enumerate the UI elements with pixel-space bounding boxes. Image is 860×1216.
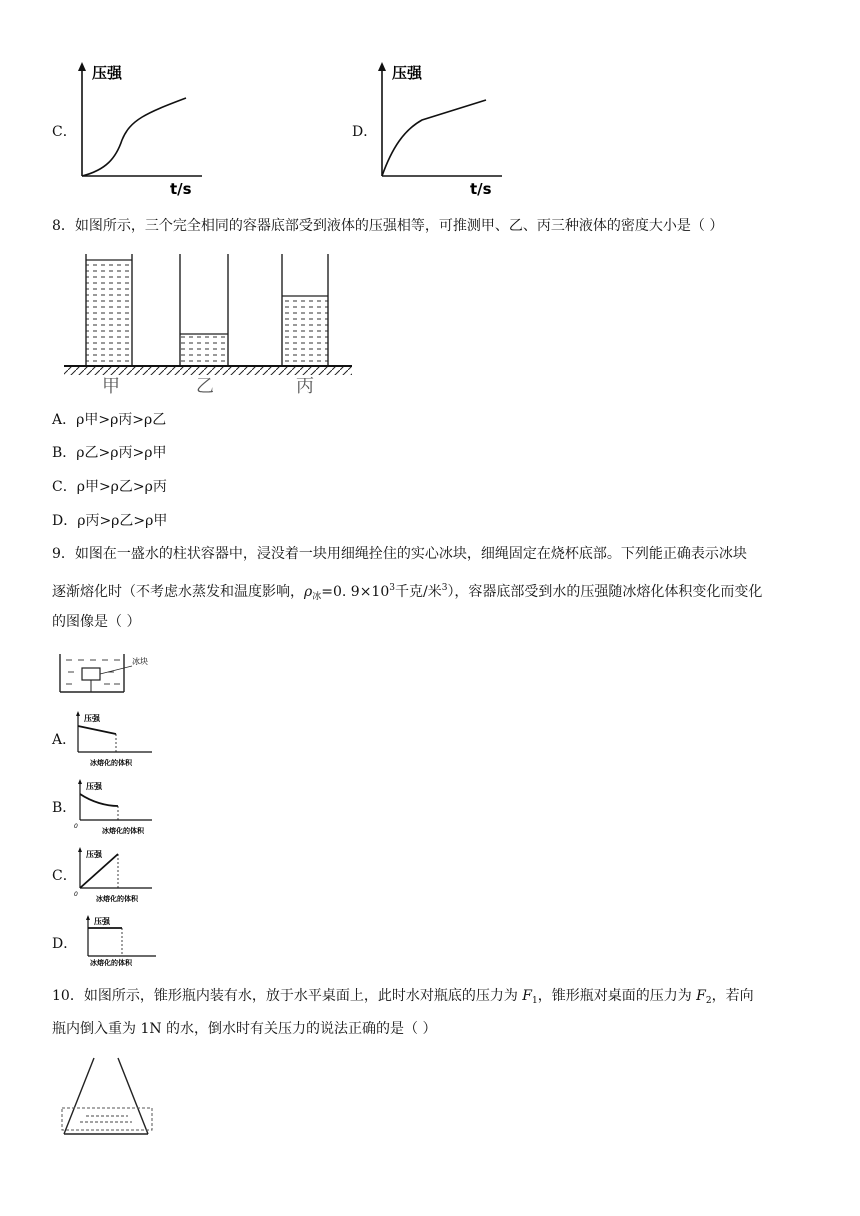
- q10-stem-line1: 10．如图所示，锥形瓶内装有水，放于水平桌面上，此时水对瓶底的压力为 $F_1$，锥形瓶对桌面的压力为 $F_2$，若向: [52, 988, 754, 1006]
- q8-option-a[interactable]: A．ρ甲>ρ丙>ρ乙: [52, 412, 167, 428]
- q10-stem-line2: 瓶内倒入重为 1N 的水，倒水时有关压力的说法正确的是（ ）: [52, 1021, 437, 1037]
- ground-hatch: [64, 367, 352, 375]
- svg-text:压强: 压强: [86, 850, 102, 859]
- q9-graph-b: [72, 778, 162, 838]
- svg-text:冰熔化的体积: 冰熔化的体积: [102, 827, 144, 835]
- curve-d: [382, 100, 486, 176]
- q8-option-d[interactable]: D．ρ丙>ρ乙>ρ甲: [52, 513, 168, 529]
- svg-text:冰熔化的体积: 冰熔化的体积: [90, 759, 132, 767]
- graph-d-ylabel: 压强: [392, 64, 423, 82]
- label-bing: 丙: [296, 376, 314, 397]
- svg-text:0: 0: [74, 823, 78, 830]
- label-yi: 乙: [196, 376, 214, 397]
- svg-text:冰熔化的体积: 冰熔化的体积: [96, 895, 138, 903]
- graph-d-xlabel: t/s: [470, 180, 492, 198]
- q9-option-c-label[interactable]: C．: [52, 868, 77, 884]
- q9-option-a-label[interactable]: A．: [52, 732, 77, 748]
- q8-stem: 8．如图所示，三个完全相同的容器底部受到液体的压强相等，可推测甲、乙、丙三种液体的密度大小是（ ）: [52, 218, 724, 234]
- container-bing: [282, 254, 328, 366]
- container-jia: [86, 254, 132, 366]
- q9-graph-a: [72, 710, 162, 770]
- q9-ice-figure: [56, 650, 166, 700]
- q9-graph-c: [72, 846, 162, 906]
- graph-c-ylabel: 压强: [92, 64, 123, 82]
- ice-label: 冰块: [132, 657, 148, 666]
- svg-text:0: 0: [74, 891, 78, 898]
- q8-containers-figure: [60, 250, 360, 398]
- option-d-label: D．: [352, 124, 378, 140]
- q9-option-b-label[interactable]: B．: [52, 800, 77, 816]
- q9-option-d-label[interactable]: D．: [52, 936, 78, 952]
- q10-flask-figure: [56, 1056, 166, 1140]
- curve-c: [82, 98, 186, 176]
- q9-graph-d: [72, 914, 162, 974]
- label-jia: 甲: [102, 376, 120, 397]
- container-yi: [180, 254, 228, 366]
- q8-option-b[interactable]: B．ρ乙>ρ丙>ρ甲: [52, 445, 167, 461]
- q8-option-c[interactable]: C．ρ甲>ρ乙>ρ丙: [52, 479, 167, 495]
- q9-stem-line3: 的图像是（ ）: [52, 614, 141, 630]
- svg-text:压强: 压强: [94, 917, 110, 926]
- svg-text:压强: 压强: [86, 782, 102, 791]
- ice-block: [82, 668, 100, 680]
- graph-d: [366, 58, 506, 198]
- graph-c: [66, 58, 206, 198]
- svg-text:压强: 压强: [84, 714, 100, 723]
- q9-stem-line2: 逐渐熔化时（不考虑水蒸发和温度影响，$\rho_冰=0$. $9\times 10^3$千克/米$^3$），容器底部受到水的压强随冰熔化体积变化而变化: [52, 583, 763, 602]
- q9-stem-line1: 9．如图在一盛水的柱状容器中，浸没着一块用细绳拴住的实心冰块，细绳固定在烧杯底部。下列能正确表示冰块: [52, 546, 747, 562]
- graph-c-xlabel: t/s: [170, 180, 192, 198]
- svg-text:冰熔化的体积: 冰熔化的体积: [90, 959, 132, 967]
- option-c-label: C．: [52, 124, 77, 140]
